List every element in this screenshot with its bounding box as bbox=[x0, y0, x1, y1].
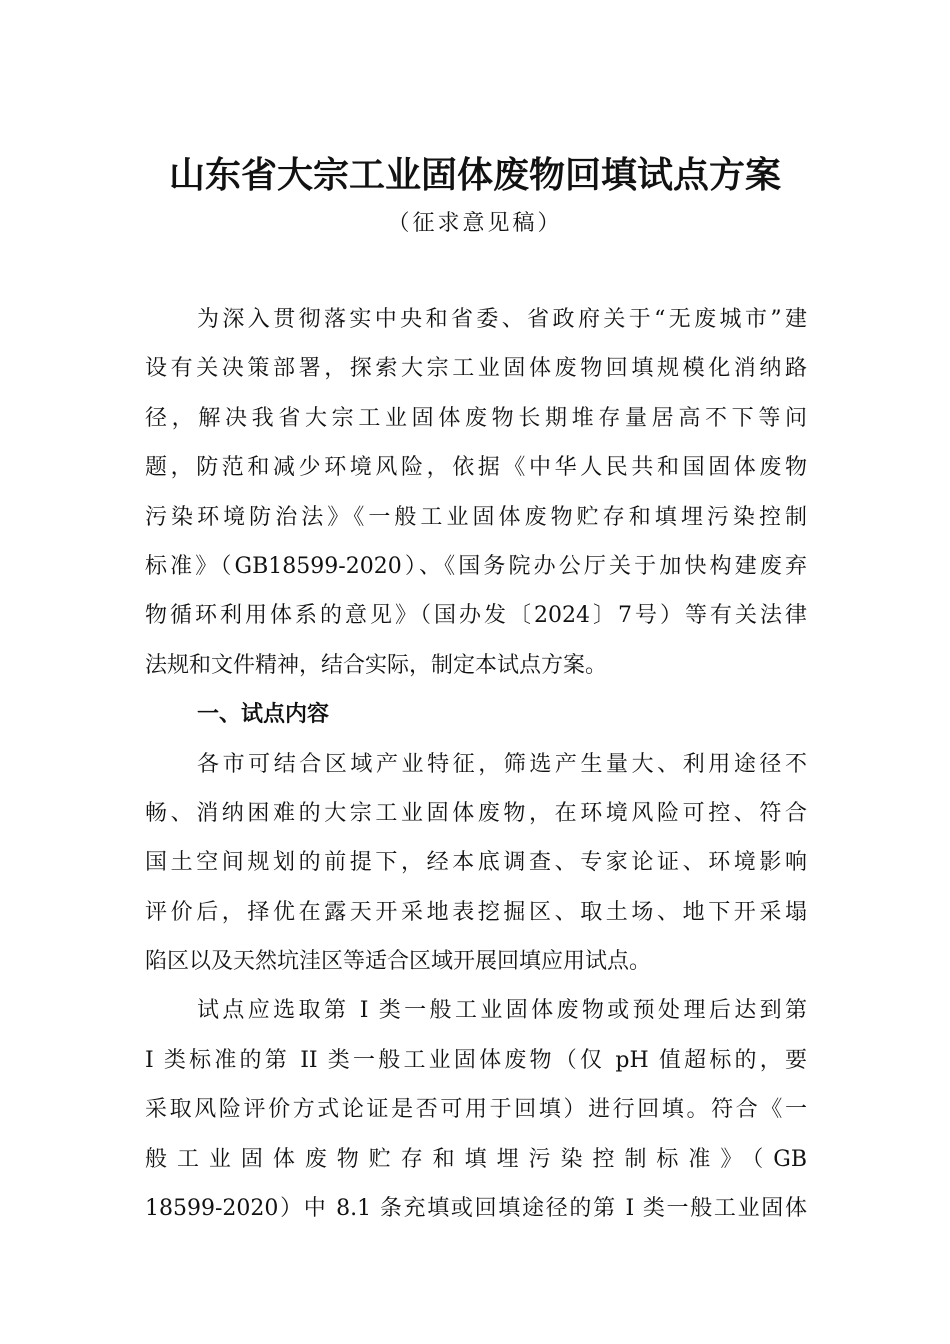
text-line: 试点应选取第 I 类一般工业固体废物或预处理后达到第 bbox=[197, 998, 807, 1024]
text-line: 各市可结合区域产业特征，筛选产生量大、利用途径不 bbox=[197, 751, 807, 777]
section-heading: 一、试点内容 bbox=[197, 702, 330, 728]
text-line: 径，解决我省大宗工业固体废物长期堆存量居高不下等问 bbox=[145, 405, 807, 431]
text-line: 法规和文件精神，结合实际，制定本试点方案。 bbox=[145, 652, 608, 678]
paragraph-section-1 bbox=[145, 740, 807, 987]
text-line: 畅、消纳困难的大宗工业固体废物，在环境风险可控、符合 bbox=[145, 800, 807, 826]
paragraph-intro bbox=[145, 295, 807, 690]
document-body bbox=[145, 295, 807, 1233]
document-subtitle: （征求意见稿） bbox=[387, 211, 563, 236]
text-line: 国土空间规划的前提下，经本底调查、专家论证、环境影响 bbox=[145, 850, 807, 876]
text-line: 污染环境防治法》《一般工业固体废物贮存和填埋污染控制 bbox=[145, 504, 807, 530]
paragraph-section-2 bbox=[145, 986, 807, 1233]
text-line: 陷区以及天然坑洼区等适合区域开展回填应用试点。 bbox=[145, 949, 652, 975]
text-line: 18599-2020）中 8.1 条充填或回填途径的第 I 类一般工业固体 bbox=[145, 1196, 807, 1222]
text-line: 设有关决策部署，探索大宗工业固体废物回填规模化消纳路 bbox=[145, 356, 807, 382]
text-line: 物循环利用体系的意见》（国办发〔2024〕7号）等有关法律 bbox=[145, 603, 807, 629]
text-line: 评价后，择优在露天开采地表挖掘区、取土场、地下开采塌 bbox=[145, 899, 807, 925]
text-line: I 类标准的第 II 类一般工业固体废物（仅 pH 值超标的，要 bbox=[145, 1047, 807, 1073]
text-line: 题，防范和减少环境风险，依据《中华人民共和国固体废物 bbox=[145, 455, 807, 481]
text-line: 为深入贯彻落实中央和省委、省政府关于“无废城市”建 bbox=[197, 307, 807, 332]
document-title: 山东省大宗工业固体废物回填试点方案 bbox=[168, 154, 781, 196]
text-line: 标准》（GB18599-2020）、《国务院办公厅关于加快构建废弃 bbox=[145, 553, 807, 579]
text-line: 般工业固体废物贮存和填埋污染控制标准》（GB bbox=[145, 1146, 807, 1172]
text-line: 采取风险评价方式论证是否可用于回填）进行回填。符合《一 bbox=[145, 1097, 807, 1123]
